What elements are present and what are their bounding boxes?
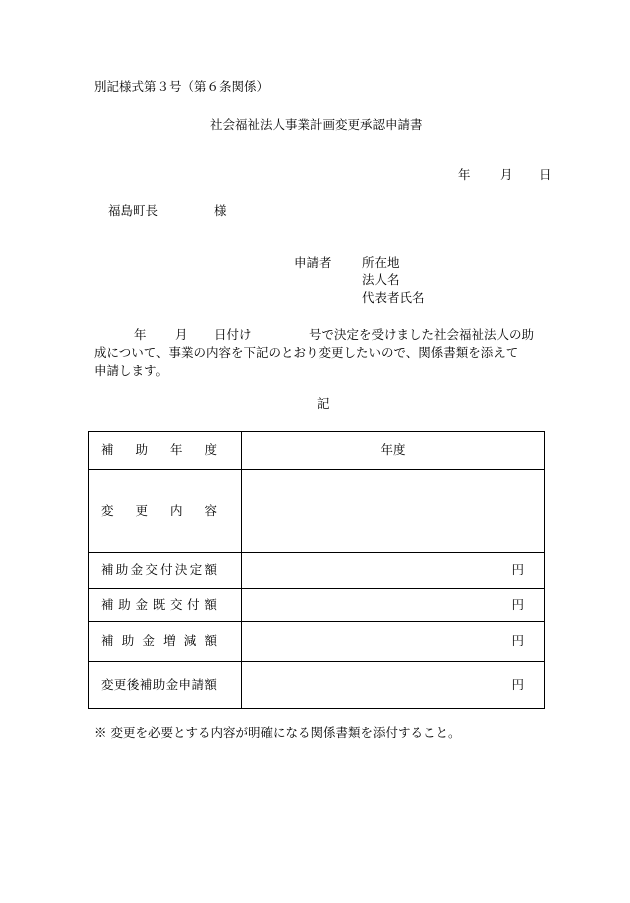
label-char: 請 (191, 676, 204, 692)
table-row (89, 662, 545, 709)
label-char: 助 (115, 562, 129, 578)
label-chars (101, 444, 217, 457)
label-char: 変 (101, 502, 114, 518)
detail-table (88, 431, 545, 709)
table-row (89, 622, 545, 662)
value-subsidy-year: 年度 (242, 432, 545, 470)
form-number: 別記様式第３号（第６条関係） (94, 79, 270, 94)
label-char: 交 (145, 562, 158, 578)
label-char: 額 (204, 676, 217, 692)
value-change-amount: 円 (242, 622, 545, 662)
document-title: 社会福祉法人事業計画変更承認申請書 (210, 117, 423, 132)
label-chars (101, 676, 217, 692)
body-month: 月 (175, 327, 188, 342)
label-char: 度 (204, 442, 217, 458)
body-line2: 成について、事業の内容を下記のとおり変更したいので、関係書類を添えて (94, 345, 519, 360)
table-row (89, 553, 545, 589)
row-label-revised-request (89, 662, 242, 709)
body-line1-rest: 号で決定を受けました社会福祉法人の助 (309, 327, 535, 342)
date-day-label: 日 (539, 167, 552, 182)
date-year-label: 年 (458, 167, 471, 182)
label-char: 減 (183, 633, 197, 649)
label-char: 額 (204, 596, 217, 612)
applicant-label: 申請者 (294, 255, 332, 270)
label-char: 定 (189, 562, 203, 578)
label-char: 交 (169, 596, 183, 612)
label-chars (101, 564, 217, 577)
row-label-change-content (89, 470, 242, 553)
body-day-dated: 日付け (214, 327, 252, 342)
footnote: ※ 変更を必要とする内容が明確になる関係書類を添付すること。 (94, 725, 461, 740)
table-row (89, 432, 545, 470)
label-char: 既 (152, 596, 166, 612)
applicant-address-label: 所在地 (362, 255, 400, 270)
label-char: 補 (139, 676, 153, 692)
label-chars (101, 635, 217, 648)
value-change-content (242, 470, 545, 553)
label-char: 金 (135, 596, 148, 612)
row-label-change-amount (89, 622, 242, 662)
label-char: 容 (204, 502, 217, 518)
table-row (89, 470, 545, 553)
label-char: 金 (142, 633, 155, 649)
label-char: 付 (187, 596, 200, 612)
label-char: 額 (204, 562, 217, 578)
table-row (89, 589, 545, 622)
row-label-subsidy-year (89, 432, 242, 470)
label-char: 額 (204, 633, 217, 649)
body-line3: 申請します。 (94, 363, 169, 378)
label-char: 決 (174, 562, 188, 578)
ki-heading: 記 (317, 396, 330, 411)
label-char: 補 (101, 633, 114, 649)
label-char: 金 (130, 562, 144, 578)
label-char: 増 (163, 633, 176, 649)
value-decided-amount: 円 (242, 553, 545, 589)
label-char: 内 (169, 502, 183, 518)
label-char: 後 (126, 676, 140, 692)
label-char: 助 (135, 442, 148, 458)
label-char: 補 (101, 442, 114, 458)
label-char: 申 (178, 676, 192, 692)
addressee-name: 福島町長 (108, 203, 159, 218)
label-char: 助 (121, 633, 135, 649)
label-char: 金 (165, 676, 179, 692)
row-label-decided-amount (89, 553, 242, 589)
value-revised-request: 円 (242, 662, 545, 709)
applicant-representative-label: 代表者氏名 (362, 290, 425, 305)
addressee-honorific: 様 (214, 203, 227, 218)
row-label-paid-amount (89, 589, 242, 622)
label-char: 更 (113, 676, 127, 692)
value-paid-amount: 円 (242, 589, 545, 622)
label-chars (101, 502, 217, 518)
label-char: 補 (101, 596, 114, 612)
label-char: 変 (101, 676, 114, 692)
label-char: 年 (169, 442, 183, 458)
label-char: 更 (135, 502, 148, 518)
date-month-label: 月 (500, 167, 513, 182)
label-char: 付 (160, 562, 173, 578)
label-chars (101, 596, 217, 612)
applicant-corporation-label: 法人名 (362, 272, 400, 287)
label-char: 助 (118, 596, 131, 612)
body-year: 年 (134, 327, 147, 342)
label-char: 助 (152, 676, 166, 692)
label-char: 補 (101, 562, 114, 578)
